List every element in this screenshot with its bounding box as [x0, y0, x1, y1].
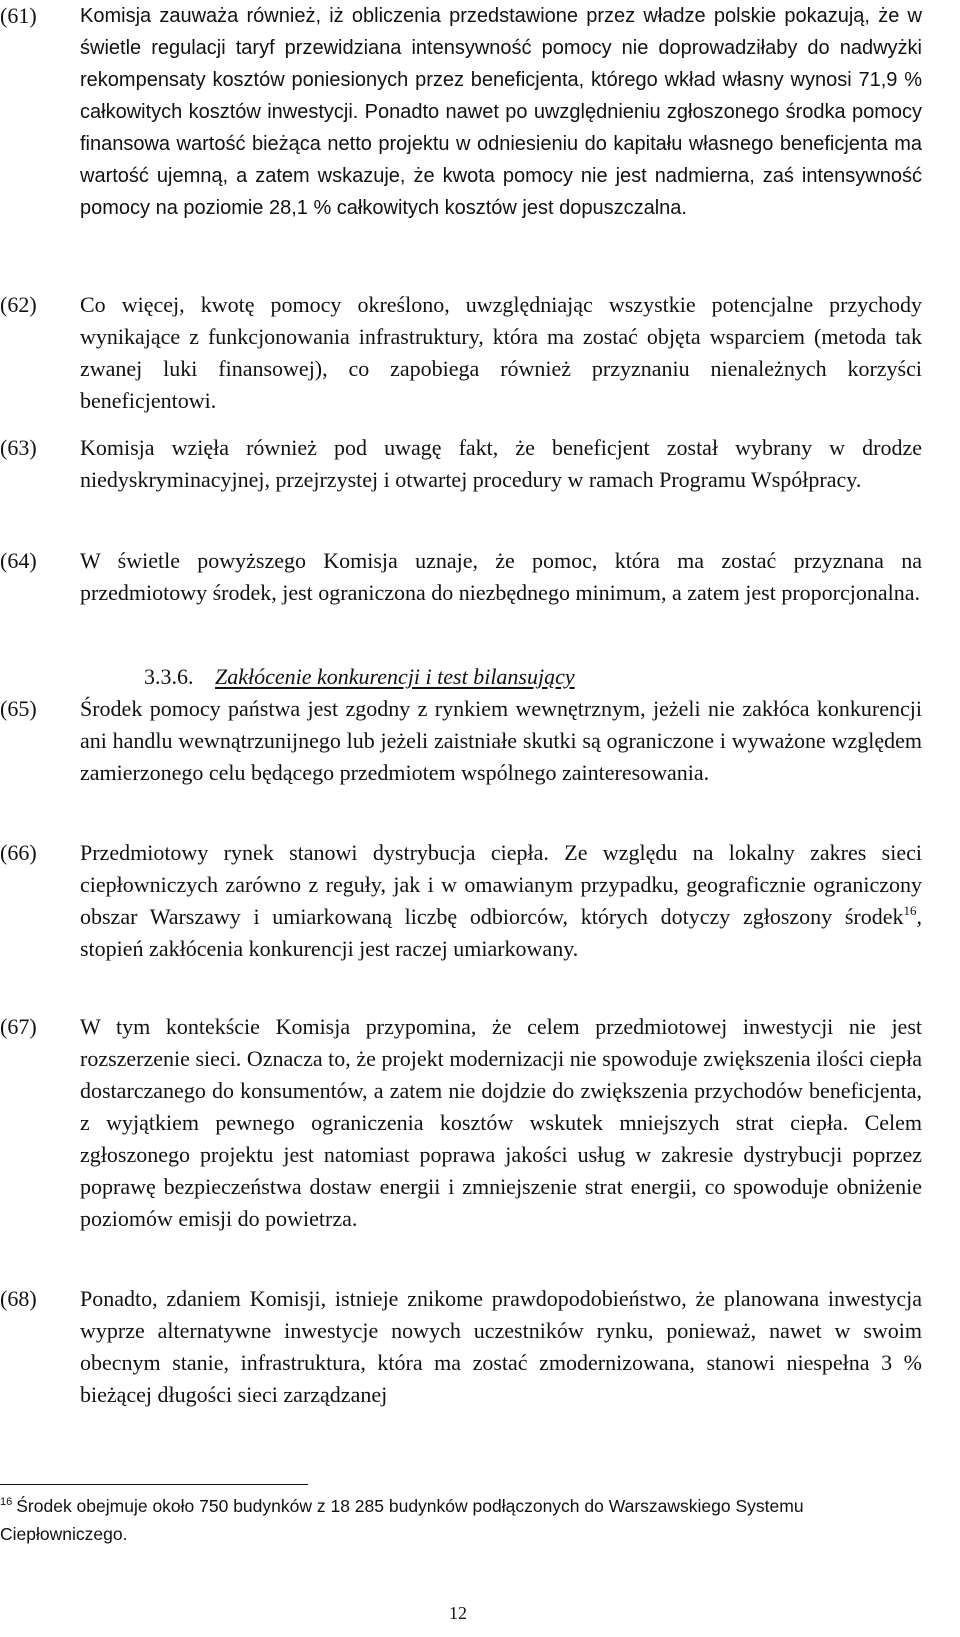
page-number: 12 [449, 1603, 467, 1623]
footnote-text: Środek obejmuje około 750 budynków z 18 285 budynków podłączonych do Warszawskiego Systemu Ciepłowniczego. [0, 1496, 804, 1544]
paragraph-text: Ponadto, zdaniem Komisji, istnieje znikome prawdopodobieństwo, że planowana inwestycja wyprze alternatywne inwestycje nowych uczestników rynku, ponieważ, nawet w swoim obecnym stanie, infrastruktura, która ma zostać zmodernizowana, stanowi niespełna 3 % bieżącej długości sieci zarządzanej [80, 1286, 922, 1407]
paragraph-67 [0, 1011, 922, 1235]
paragraph-text-part: , stopień zakłócenia konkurencji jest raczej umiarkowany. [80, 904, 922, 961]
section-heading [144, 661, 575, 693]
paragraph-number: (64) [0, 548, 37, 573]
paragraph-62 [0, 289, 922, 417]
footnote-number: 16 [0, 1496, 13, 1508]
paragraph-68 [0, 1283, 922, 1411]
paragraph-text: W tym kontekście Komisja przypomina, że celem przedmiotowej inwestycji nie jest rozszerzenie sieci. Oznacza to, że projekt modernizacji nie spowoduje zwiększenia ilości ciepła dostarczanego do konsumentów, a zatem nie dojdzie do zwiększenia przychodów beneficjenta, z wyjątkiem pewnego ograniczenia kosztów wskutek mniejszych strat ciepła. Celem zgłoszonego projektu jest natomiast poprawa jakości usług w zakresie dystrybucji poprzez poprawę bezpieczeństwa dostaw energii i zmniejszenie strat energii, co spowoduje obniżenie poziomów emisji do powietrza. [80, 1014, 922, 1231]
paragraph-number: (68) [0, 1286, 37, 1311]
paragraph-number: (63) [0, 435, 37, 460]
paragraph-text: Co więcej, kwotę pomocy określono, uwzględniając wszystkie potencjalne przychody wynikające z funkcjonowania infrastruktury, która ma zostać objęta wsparciem (metoda tak zwanej luki finansowej), co zapobiega również przyznaniu nienależnych korzyści beneficjentowi. [80, 292, 922, 413]
paragraph-text: Środek pomocy państwa jest zgodny z rynkiem wewnętrznym, jeżeli nie zakłóca konkurencji ani handlu wewnątrzunijnego lub jeżeli zaistniałe skutki są ograniczone i wyważone względem zamierzonego celu będącego przedmiotem wspólnego zainteresowania. [80, 696, 922, 785]
paragraph-63 [0, 432, 922, 496]
paragraph-text: Komisja zauważa również, iż obliczenia przedstawione przez władze polskie pokazują, że w świetle regulacji taryf przewidziana intensywność pomocy nie doprowadziłaby do nadwyżki rekompensaty kosztów poniesionych przez beneficjenta, którego wkład własny wynosi 71,9 % całkowitych kosztów inwestycji. Ponadto nawet po uwzględnieniu zgłoszonego środka pomocy finansowa wartość bieżąca netto projektu w odniesieniu do kapitału własnego beneficjenta ma wartość ujemną, a zatem wskazuje, że kwota pomocy nie jest nadmierna, zaś intensywność pomocy na poziomie 28,1 % całkowitych kosztów jest dopuszczalna. [80, 5, 922, 219]
paragraph-number: (66) [0, 840, 37, 865]
paragraph-text: W świetle powyższego Komisja uznaje, że pomoc, która ma zostać przyznana na przedmiotowy środek, jest ograniczona do niezbędnego minimum, a zatem jest proporcjonalna. [80, 548, 922, 605]
paragraph-number: (67) [0, 1014, 37, 1039]
paragraph-number: (62) [0, 292, 37, 317]
footnote [0, 1492, 920, 1548]
footnote-reference[interactable]: 16 [903, 903, 917, 918]
paragraph-64 [0, 545, 922, 609]
paragraph-text: Komisja wzięła również pod uwagę fakt, że beneficjent został wybrany w drodze niedyskryminacyjnej, przejrzystej i otwartej procedury w ramach Programu Współpracy. [80, 435, 922, 492]
paragraph-66 [0, 837, 922, 965]
footnote-separator [0, 1484, 308, 1485]
section-title: Zakłócenie konkurencji i test bilansujący [215, 664, 575, 689]
paragraph-number: (65) [0, 696, 37, 721]
paragraph-text-part: Przedmiotowy rynek stanowi dystrybucja ciepła. Ze względu na lokalny zakres sieci ciepłowniczych zarówno z reguły, jak i w omawianym przypadku, geograficznie ograniczony obszar Warszawy i umiarkowaną liczbę odbiorców, których dotyczy zgłoszony środek [80, 840, 922, 929]
paragraph-65 [0, 693, 922, 789]
paragraph-text [80, 837, 922, 965]
paragraph-61 [0, 0, 922, 224]
section-number: 3.3.6. [144, 664, 194, 689]
paragraph-number: (61) [0, 3, 37, 28]
